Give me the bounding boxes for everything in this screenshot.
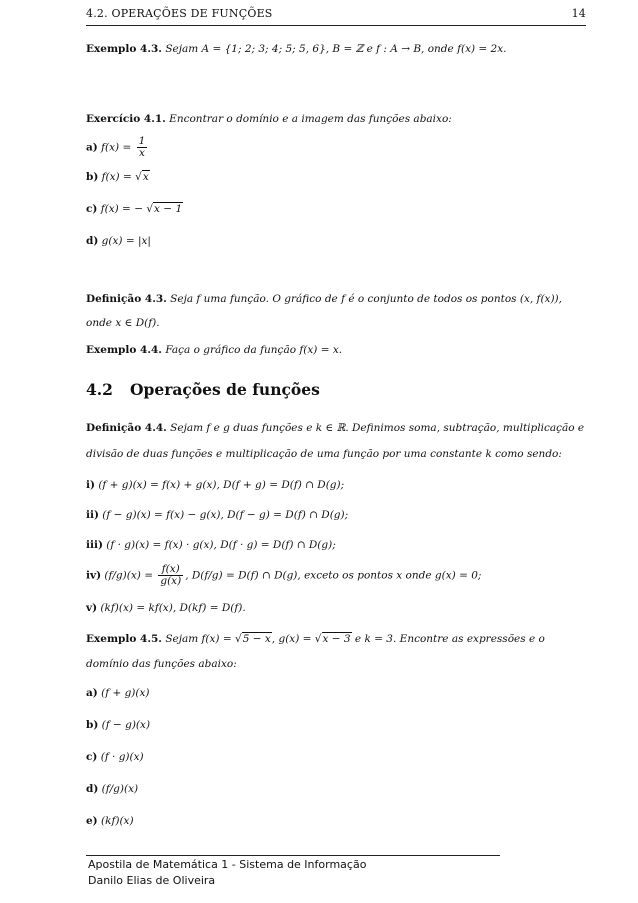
exemplo-label: Exemplo 4.5. (86, 633, 162, 645)
radicand: 5 − x (242, 633, 271, 645)
square-root (315, 632, 352, 646)
section-title: Operações de funções (130, 380, 320, 399)
operation-item-iv (86, 564, 586, 587)
item-expression: (kf)(x) (101, 815, 134, 827)
exemplo-item-b (86, 718, 586, 732)
exemplo-text: Faça o gráfico da função f(x) = x. (165, 344, 343, 356)
exercicio-label: Exercício 4.1. (86, 113, 166, 125)
item-label: v) (86, 602, 98, 614)
item-lhs: f(x) = (101, 171, 132, 183)
item-label: ii) (86, 509, 99, 521)
exercicio-item-d (86, 234, 586, 248)
radicand: x (142, 171, 149, 183)
square-root (146, 202, 183, 216)
item-label: e) (86, 815, 98, 827)
item-label: b) (86, 171, 99, 183)
definicao-label: Definição 4.4. (86, 422, 167, 434)
item-expression: (f · g)(x) = f(x) · g(x), D(f · g) = D(f) ∩ D(g); (106, 539, 336, 551)
item-label: a) (86, 687, 98, 699)
item-expression: (f + g)(x) = f(x) + g(x), D(f + g) = D(f) ∩ D(g); (98, 479, 345, 491)
exemplo-label: Exemplo 4.3. (86, 43, 162, 55)
radicand: x − 1 (154, 203, 183, 215)
fraction (158, 564, 183, 587)
item-label: iv) (86, 569, 102, 582)
definicao-line-1: Sejam f e g duas funções e k ∈ ℝ. Definimos soma, subtração, multiplicação e (170, 422, 585, 434)
item-label: i) (86, 479, 95, 491)
item-expression: (kf)(x) = kf(x), D(kf) = D(f). (100, 602, 246, 614)
item-label: d) (86, 235, 99, 247)
item-expression: (f − g)(x) = f(x) − g(x), D(f − g) = D(f) ∩ D(g); (102, 509, 349, 521)
definicao-line-2: divisão de duas funções e multiplicação de uma função por uma constante k como sendo: (86, 448, 562, 460)
item-label: c) (86, 751, 98, 763)
item-lhs: (f/g)(x) = (104, 569, 153, 582)
fraction-numerator: f(x) (158, 564, 183, 576)
item-expression: (f/g)(x) (101, 783, 139, 795)
exercicio-item-c (86, 202, 586, 216)
exemplo-item-e (86, 814, 586, 828)
exemplo-post: e k = 3. Encontre as expressões e o (351, 633, 545, 645)
operation-item-v (86, 601, 586, 615)
exemplo-4-3 (86, 42, 586, 56)
square-root (135, 170, 150, 184)
exemplo-line-2: domínio das funções abaixo: (86, 658, 237, 670)
footer-rule (86, 855, 500, 856)
item-label: d) (86, 783, 99, 795)
fraction-denominator: g(x) (160, 575, 182, 587)
item-label: iii) (86, 539, 103, 551)
exemplo-mid: , g(x) = (271, 633, 312, 645)
definicao-4-4 (86, 421, 586, 435)
operation-item-i (86, 478, 586, 492)
radical-sign: √ (135, 171, 142, 183)
item-expression: (f · g)(x) (100, 751, 144, 763)
exemplo-item-a (86, 686, 586, 700)
exemplo-text: Sejam A = {1; 2; 3; 4; 5; 5, 6}, B = ℤ e f : A → B, onde f(x) = 2x. (165, 43, 507, 55)
footer-line-1: Apostila de Matemática 1 - Sistema de Informação (88, 858, 367, 871)
definicao-4-3 (86, 292, 586, 306)
header-section-title: 4.2. OPERAÇÕES DE FUNÇÕES (86, 7, 273, 20)
fraction (137, 136, 148, 159)
definicao-line-1: Seja f uma função. O gráfico de f é o conjunto de todos os pontos (x, f(x)), (170, 293, 562, 305)
item-rest: , D(f/g) = D(f) ∩ D(g), exceto os pontos x onde g(x) = 0; (185, 569, 482, 582)
item-lhs: f(x) = − (100, 203, 143, 215)
item-label: c) (86, 203, 98, 215)
exercicio-text: Encontrar o domínio e a imagem das funções abaixo: (169, 113, 452, 125)
radicand: x − 3 (322, 633, 351, 645)
header-rule (86, 25, 586, 26)
exemplo-4-4 (86, 343, 586, 357)
operation-item-ii (86, 508, 586, 522)
exemplo-item-d (86, 782, 586, 796)
item-expression: g(x) = |x| (101, 235, 151, 247)
header-page-number: 14 (571, 7, 586, 20)
radical-sign: √ (235, 633, 242, 645)
item-expression: (f − g)(x) (101, 719, 151, 731)
item-label: b) (86, 719, 99, 731)
square-root (235, 632, 272, 646)
exercicio-item-b (86, 170, 586, 184)
exercicio-4-1 (86, 112, 586, 126)
exemplo-label: Exemplo 4.4. (86, 344, 162, 356)
exemplo-item-c (86, 750, 586, 764)
fraction-denominator: x (138, 147, 145, 159)
exercicio-item-a (86, 136, 586, 159)
definicao-label: Definição 4.3. (86, 293, 167, 305)
radical-sign: √ (314, 633, 322, 645)
section-number: 4.2 (86, 380, 113, 399)
section-heading (86, 380, 320, 399)
item-lhs: f(x) = (101, 141, 132, 154)
radical-sign: √ (146, 203, 154, 215)
footer-line-2: Danilo Elias de Oliveira (88, 874, 216, 887)
fraction-numerator: 1 (138, 135, 146, 147)
item-expression: (f + g)(x) (101, 687, 150, 699)
exemplo-pre: Sejam f(x) = (165, 633, 232, 645)
exemplo-4-5 (86, 632, 586, 646)
definicao-line-2: onde x ∈ D(f). (86, 317, 160, 329)
item-label: a) (86, 141, 98, 154)
operation-item-iii (86, 538, 586, 552)
